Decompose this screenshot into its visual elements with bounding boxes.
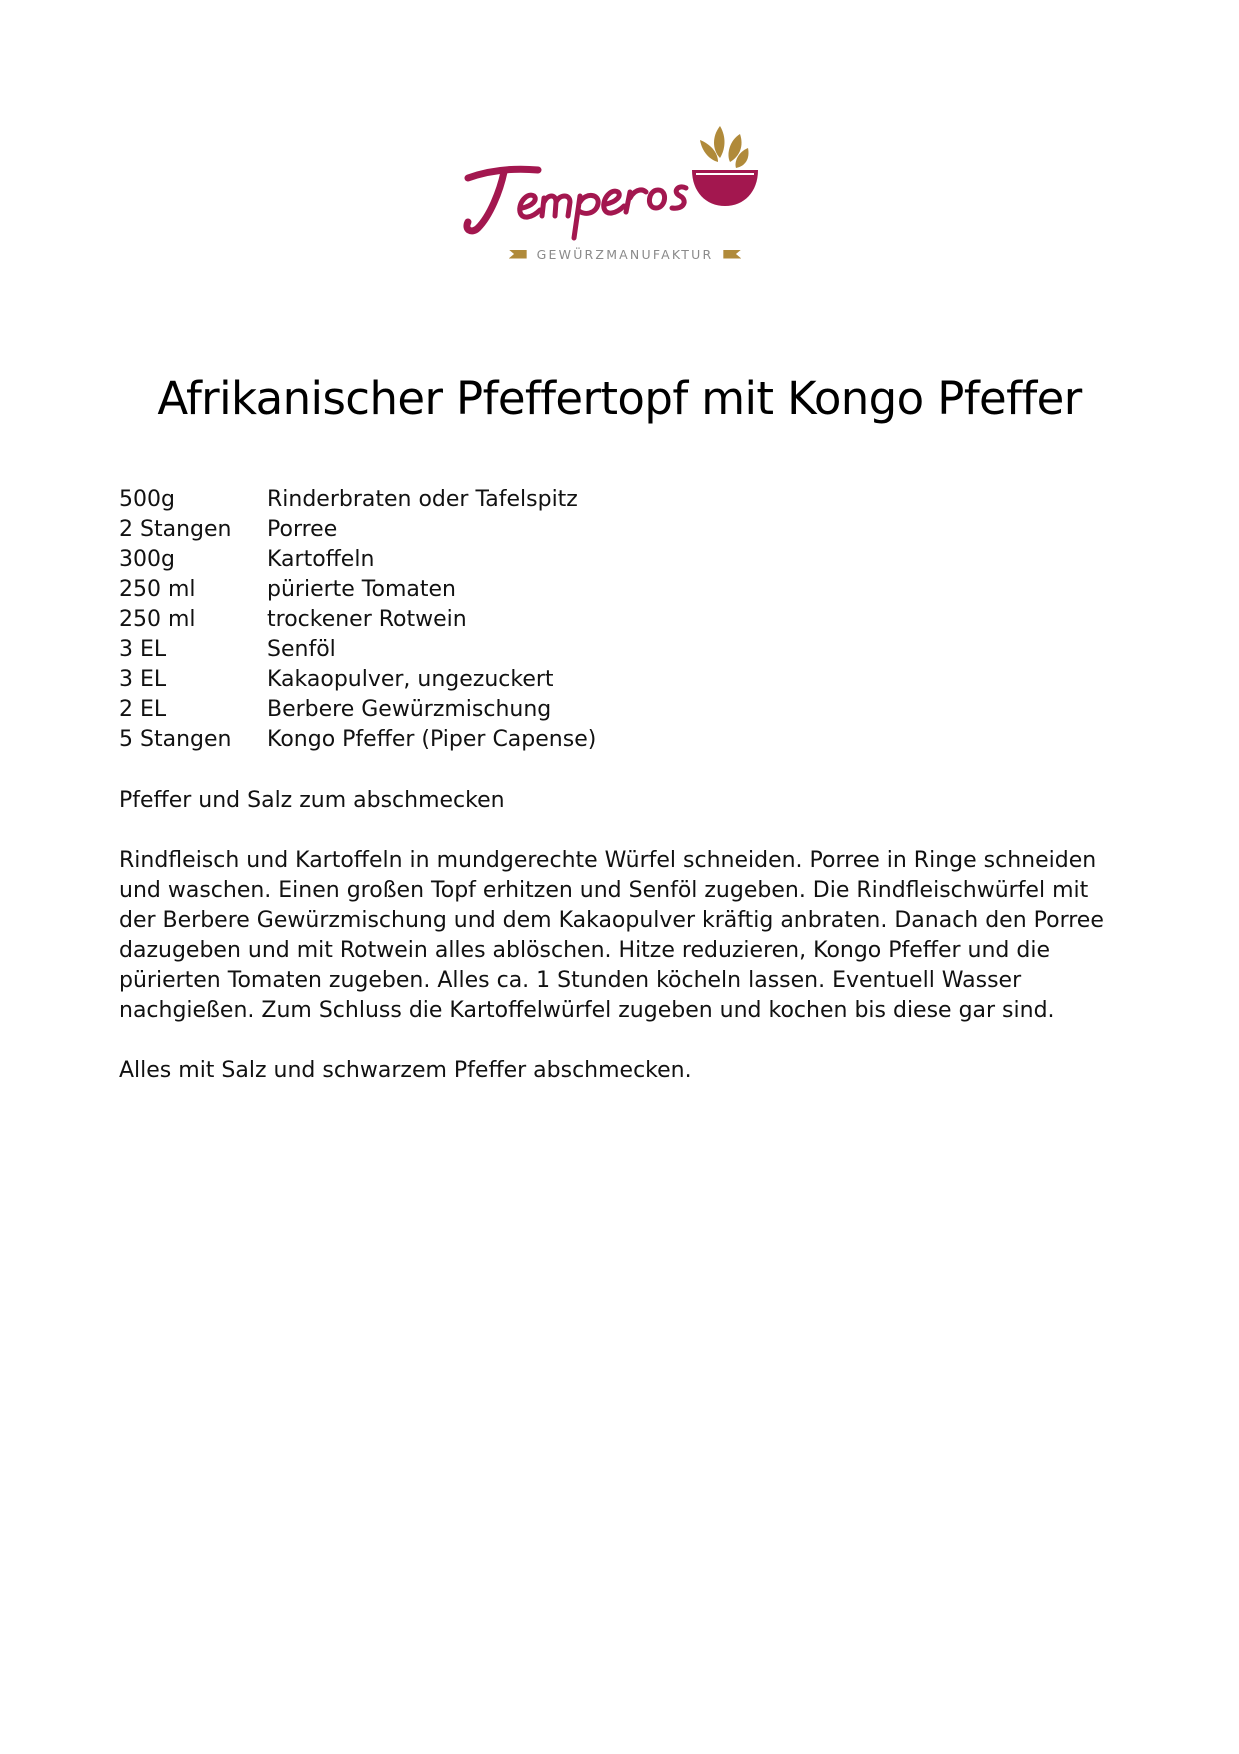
ingredient-name: Kakaopulver, ungezuckert xyxy=(267,667,554,692)
method-paragraph: Rindfleisch und Kartoffeln in mundgerechte Würfel schneiden. Porree in Ringe schneiden und waschen. Einen großen Topf erhitzen und Senföl zugeben. Die Rindfleischwürfel mit der Berbere Gewürzmischung und dem Kakaopulver kräftig anbraten. Danach den Porree dazugeben und mit Rotwein alles ablöschen. Hitze reduzieren, Kongo Pfeffer und die pürierten Tomaten zugeben. Alles ca. 1 Stunden köcheln lassen. Eventuell Wasser nachgießen. Zum Schluss die Kartoffelwürfel zugeben und kochen bis diese gar sind. xyxy=(119,848,1104,1023)
ingredient-name: Senföl xyxy=(267,637,336,662)
tagline-text: GEWÜRZMANUFAKTUR xyxy=(536,246,714,262)
temperos-logo xyxy=(440,126,800,266)
ingredient-quantity: 250 ml xyxy=(119,577,196,602)
final-note: Alles mit Salz und schwarzem Pfeffer abschmecken. xyxy=(119,1058,692,1083)
ingredient-list xyxy=(119,485,1019,755)
ingredient-quantity: 2 EL xyxy=(119,697,167,722)
ribbon-right-icon xyxy=(723,250,741,259)
ingredient-name: Rinderbraten oder Tafelspitz xyxy=(267,487,578,512)
ingredient-quantity: 500g xyxy=(119,487,175,512)
ingredient-name: trockener Rotwein xyxy=(267,607,467,632)
seasoning-note: Pfeffer und Salz zum abschmecken xyxy=(119,788,505,813)
ingredient-row xyxy=(119,665,1019,695)
ingredient-quantity: 3 EL xyxy=(119,637,167,662)
recipe-title: Afrikanischer Pfeffertopf mit Kongo Pfeffer xyxy=(157,372,1082,425)
ingredient-quantity: 3 EL xyxy=(119,667,167,692)
ingredient-quantity: 5 Stangen xyxy=(119,727,232,752)
logo-tagline xyxy=(490,244,760,264)
ingredient-name: pürierte Tomaten xyxy=(267,577,456,602)
ingredient-row xyxy=(119,545,1019,575)
ribbon-left-icon xyxy=(509,250,527,259)
ingredient-row xyxy=(119,515,1019,545)
spice-bowl-icon xyxy=(690,126,760,216)
ingredient-quantity: 300g xyxy=(119,547,175,572)
ingredient-row xyxy=(119,635,1019,665)
ingredient-row xyxy=(119,575,1019,605)
ingredient-name: Berbere Gewürzmischung xyxy=(267,697,552,722)
ingredient-row xyxy=(119,695,1019,725)
ingredient-quantity: 250 ml xyxy=(119,607,196,632)
ingredient-name: Kartoffeln xyxy=(267,547,375,572)
ingredient-row xyxy=(119,605,1019,635)
ingredient-quantity: 2 Stangen xyxy=(119,517,232,542)
ingredient-name: Porree xyxy=(267,517,338,542)
ingredient-row xyxy=(119,725,1019,755)
ingredient-row xyxy=(119,485,1019,515)
ingredient-name: Kongo Pfeffer (Piper Capense) xyxy=(267,727,597,752)
